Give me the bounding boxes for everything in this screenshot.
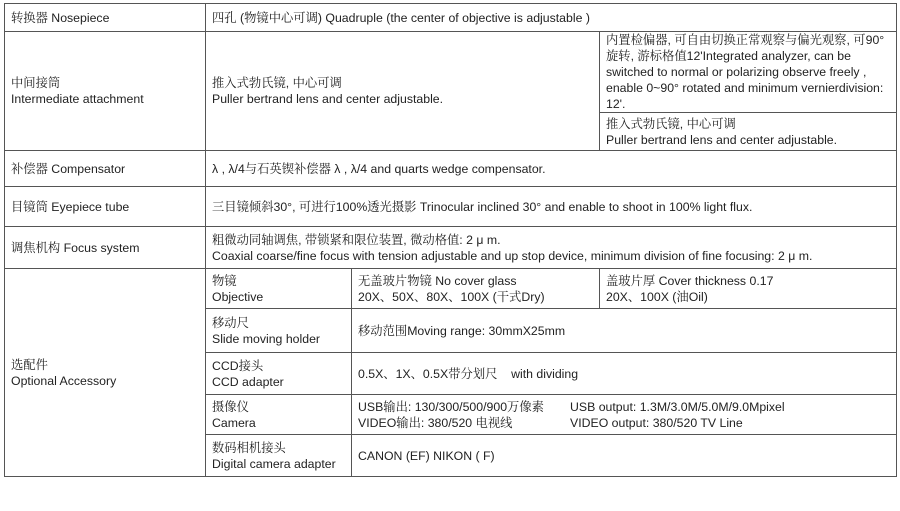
row-intermediate: [5, 32, 897, 113]
label-compensator: 补偿器 Compensator: [5, 151, 206, 187]
acc-name-ccd: CCD接头 CCD adapter: [206, 353, 352, 395]
value-compensator: λ , λ/4与石英锲补偿器 λ , λ/4 and quarts wedge compensator.: [206, 151, 897, 187]
value-nosepiece: 四孔 (物镜中心可调) Quadruple (the center of objective is adjustable ): [206, 4, 897, 32]
value-focus: 粗微动同轴调焦, 带锁紧和限位装置, 微动格值: 2 μ m. Coaxial coarse/fine focus with tension adjustable and up stop device, minimum division of fine focusing: 2 μ m.: [206, 227, 897, 269]
label-intermediate: 中间接筒 Intermediate attachment: [5, 32, 206, 151]
acc-objective-dry: 无盖玻片物镜 No cover glass 20X、50X、80X、100X (干式Dry): [352, 269, 600, 309]
spec-table: [4, 3, 897, 477]
label-eyepiece: 目镜筒 Eyepiece tube: [5, 187, 206, 227]
row-objective: [5, 269, 897, 309]
label-focus: 调焦机构 Focus system: [5, 227, 206, 269]
row-nosepiece: [5, 4, 897, 32]
acc-value-ccd: 0.5X、1X、0.5X带分划尺 with dividing: [352, 353, 897, 395]
value-bertrand: 推入式勃氏镜, 中心可调 Puller bertrand lens and center adjustable.: [600, 113, 897, 151]
acc-name-objective: 物镜 Objective: [206, 269, 352, 309]
acc-value-digital: CANON (EF) NIKON ( F): [352, 435, 897, 477]
label-nosepiece: 转换器 Nosepiece: [5, 4, 206, 32]
row-eyepiece: [5, 187, 897, 227]
value-intermediate: 推入式勃氏镜, 中心可调 Puller bertrand lens and center adjustable.: [206, 32, 600, 151]
acc-objective-oil: 盖玻片厚 Cover thickness 0.17 20X、100X (油Oil): [600, 269, 897, 309]
row-focus: [5, 227, 897, 269]
row-compensator: [5, 151, 897, 187]
acc-name-digital: 数码相机接头 Digital camera adapter: [206, 435, 352, 477]
value-analyzer: 内置检偏器, 可自由切换正常观察与偏光观察, 可90° 旋转, 游标格值12'Integrated analyzer, can be switched to normal or polarizing observe freely , enable 0~90° rotated and minimum vernierdivision: 12'.: [600, 32, 897, 113]
acc-name-camera: 摄像仪 Camera: [206, 395, 352, 435]
label-accessory: 选配件 Optional Accessory: [5, 269, 206, 477]
acc-name-slide: 移动尺 Slide moving holder: [206, 309, 352, 353]
acc-value-slide: 移动范围Moving range: 30mmX25mm: [352, 309, 897, 353]
value-eyepiece: 三目镜倾斜30°, 可进行100%透光摄影 Trinocular inclined 30° and enable to shoot in 100% light flux.: [206, 187, 897, 227]
acc-value-camera: USB输出: 130/300/500/900万像素 USB output: 1.3M/3.0M/5.0M/9.0Mpixel VIDEO输出: 380/520 电视线 VIDEO output: 380/520 TV Line: [352, 395, 897, 435]
